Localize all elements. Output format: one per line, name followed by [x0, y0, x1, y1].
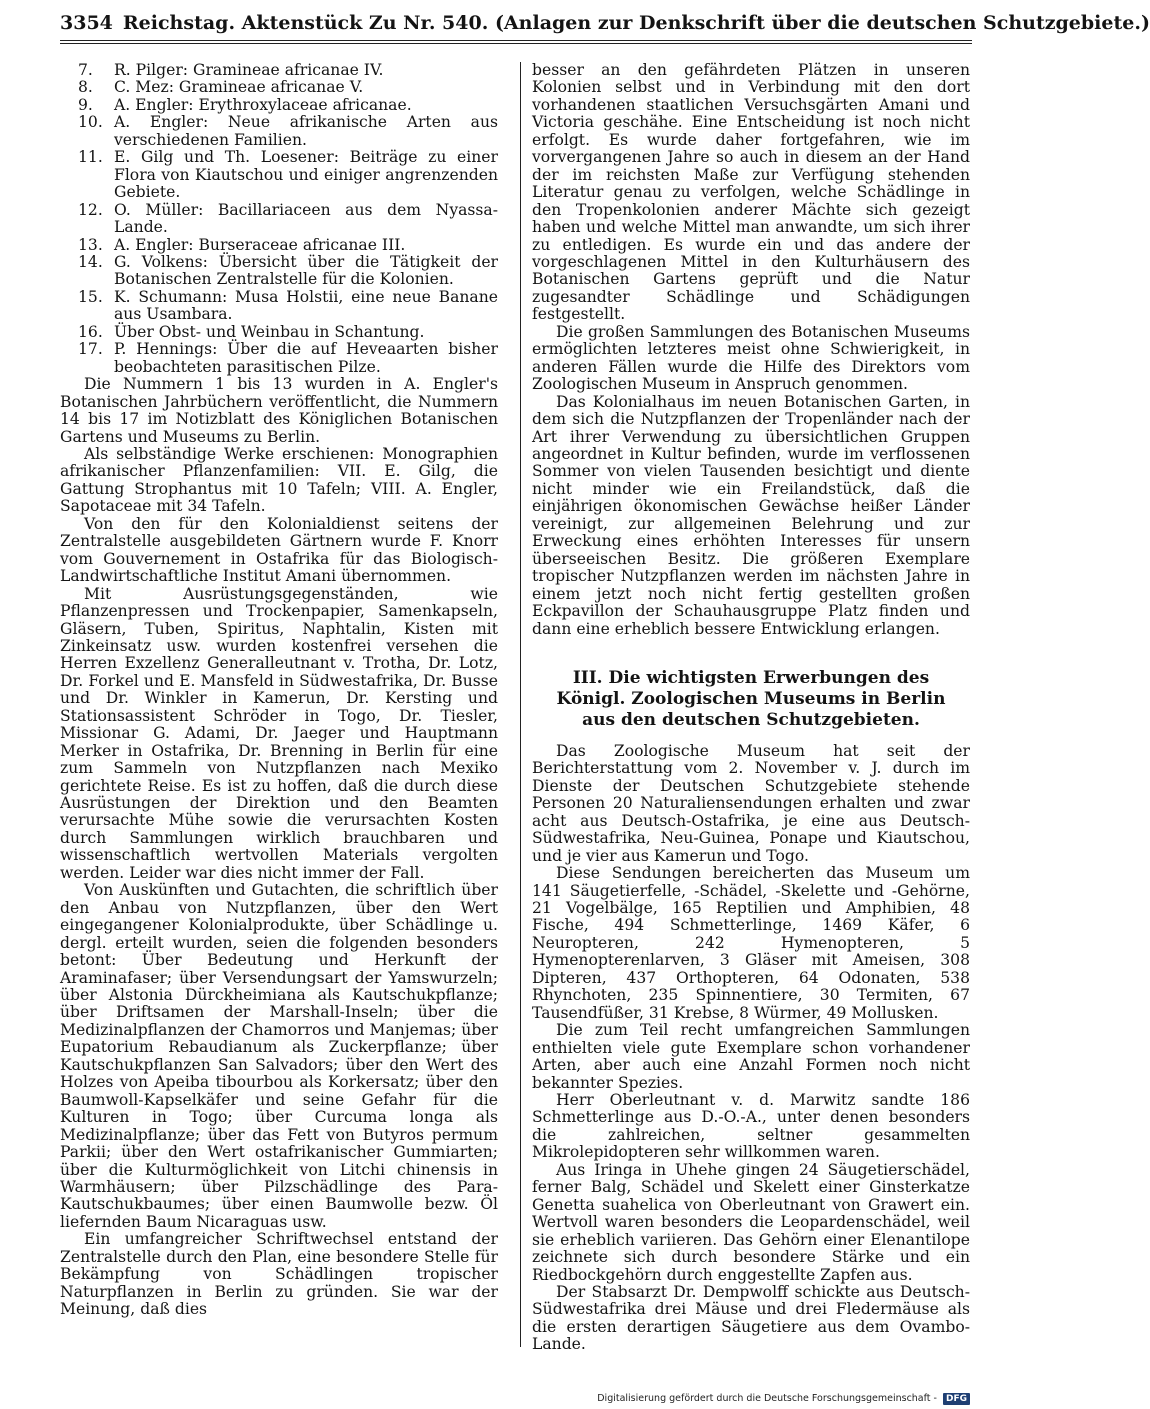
- list-item: [60, 289, 498, 324]
- list-text: E. Gilg und Th. Loesener: Beiträge zu einer Flora von Kiautschou und einiger angrenzenden Gebiete.: [114, 148, 498, 202]
- paragraph: Herr Oberleutnant v. d. Marwitz sandte 186 Schmetterlinge aus D.-O.-A., unter denen besonders die zahlreichen, seltner gesammelten Mikrolepidopteren sehr willkommen waren.: [532, 1091, 970, 1162]
- list-text: O. Müller: Bacillariaceen aus dem Nyassa-Lande.: [114, 200, 498, 237]
- paragraph: Als selbständige Werke erschienen: Monographien afrikanischer Pflanzenfamilien: VII. E. Gilg, die Gattung Strophantus mit 10 Tafeln; VIII. A. Engler, Sapotaceae mit 34 Tafeln.: [60, 444, 498, 516]
- header-rule-2: [60, 43, 972, 44]
- list-text: K. Schumann: Musa Holstii, eine neue Banane aus Usambara.: [114, 287, 498, 324]
- list-number: 7.: [78, 61, 93, 79]
- footer-text: Digitalisierung gefördert durch die Deutsche Forschungsgemeinschaft -: [597, 1393, 937, 1404]
- list-text: A. Engler: Neue afrikanische Arten aus verschiedenen Familien.: [114, 113, 498, 149]
- paragraph: Diese Sendungen bereicherten das Museum um 141 Säugetierfelle, -Schädel, -Skelette und -Gehörne, 21 Vogelbälge, 165 Reptilien und Amphibien, 48 Fische, 494 Schmetterlinge, 1469 Käfer, 6 Neuropteren, 242 Hymenopteren, 5 Hymenopterenlarven, 3 Gläser mit Ameisen, 308 Dipteren, 437 Orthopteren, 64 Odonaten, 538 Rhynchoten, 235 Spinnentiere, 30 Termiten, 67 Tausendfüßer, 31 Krebse, 8 Würmer, 49 Mollusken.: [532, 864, 970, 1022]
- right-column: [532, 62, 970, 1354]
- header-rule: [60, 40, 972, 41]
- list-number: 14.: [78, 252, 103, 271]
- list-item: [60, 97, 498, 114]
- list-item: [60, 324, 498, 341]
- list-item: [60, 202, 498, 237]
- dfg-logo: DFG: [943, 1393, 970, 1405]
- list-text: A. Engler: Erythroxylaceae africanae.: [114, 95, 412, 114]
- list-text: R. Pilger: Gramineae africanae IV.: [114, 61, 384, 79]
- list-text: G. Volkens: Übersicht über die Tätigkeit der Botanischen Zentralstelle für die Kolonien.: [114, 252, 498, 289]
- publication-list: [60, 62, 498, 376]
- digitization-footer: [597, 1392, 970, 1406]
- list-number: 12.: [78, 200, 103, 219]
- column-divider: [520, 62, 521, 1347]
- list-text: P. Hennings: Über die auf Heveaarten bisher beobachteten parasitischen Pilze.: [114, 340, 498, 376]
- list-number: 17.: [78, 340, 103, 359]
- list-item: [60, 149, 498, 201]
- list-item: [60, 114, 498, 149]
- list-number: 8.: [78, 78, 93, 97]
- list-item: [60, 79, 498, 96]
- section-heading: III. Die wichtigsten Erwerbungen des Königl. Zoologischen Museums in Berlin aus den deutschen Schutzgebieten.: [556, 667, 946, 730]
- paragraph: Ein umfangreicher Schriftwechsel entstand der Zentralstelle durch den Plan, eine besondere Stelle für Bekämpfung von Schädlingen tropischer Naturpflanzen in Berlin zu gründen. Sie war der Meinung, daß dies: [60, 1230, 498, 1319]
- list-text: C. Mez: Gramineae africanae V.: [114, 78, 364, 97]
- paragraph: Von Auskünften und Gutachten, die schriftlich über den Anbau von Nutzpflanzen, über den Wert eingegangener Kolonialprodukte, über Schädlinge u. dergl. erteilt wurden, seien die folgenden besonders betont: Über Bedeutung und Herkunft der Araminafaser; über Versendungsart der Yamswurzeln; über Alstonia Dürckheimiana als Kautschukpflanze; über Driftsamen der Marshall-Inseln; über die Medizinalpflanzen der Chamorros und Manjemas; über Eupatorium Rebaudianum als Zuckerpflanze; über Kautschukpflanzen San Salvadors; über den Wert des Holzes von Apeiba tibourbou als Korkersatz; über den Baumwoll-Kapselkäfer und seine Gefahr für die Kulturen in Togo; über Curcuma longa als Medizinalpflanze; über das Fett von Butyros permum Parkii; über den Wert ostafrikanischer Gummiarten; über die Kulturmöglichkeit von Litchi chinensis in Warmhäusern; über Pilzschädlinge des Para-Kautschukbaumes; über einen Baumwolle bezw. Öl liefernden Baum Nicaraguas usw.: [60, 881, 498, 1231]
- paragraph: Die zum Teil recht umfangreichen Sammlungen enthielten viele gute Exemplare schon vorhandener Arten, aber auch eine Anzahl Formen noch nicht bekannter Spezies.: [532, 1021, 970, 1092]
- paragraph: Aus Iringa in Uhehe gingen 24 Säugetierschädel, ferner Balg, Schädel und Skelett einer Ginsterkatze Genetta suahelica von Oberleutnant von Grawert ein. Wertvoll waren besonders die Leopardenschädel, weil sie erheblich variieren. Das Gehörn einer Elenantilope zeichnete sich durch besondere Stärke und ein Riedbockgehörn durch enggestellte Zapfen aus.: [532, 1160, 970, 1284]
- list-number: 10.: [78, 113, 103, 132]
- list-item: [60, 237, 498, 254]
- left-column: [60, 62, 498, 1319]
- list-number: 13.: [78, 235, 103, 254]
- list-number: 9.: [78, 95, 93, 114]
- paragraph: Der Stabsarzt Dr. Dempwolff schickte aus Deutsch-Südwestafrika drei Mäuse und drei Fledermäuse als die ersten derartigen Säugetiere aus dem Ovambo-Lande.: [532, 1283, 970, 1354]
- running-header: [60, 8, 1150, 38]
- list-item: [60, 254, 498, 289]
- list-item: [60, 62, 498, 79]
- paragraph: Das Zoologische Museum hat seit der Berichterstattung vom 2. November v. J. durch im Dienste der Deutschen Schutzgebiete stehende Personen 20 Naturaliensendungen erhalten und zwar acht aus Deutsch-Ostafrika, je eine aus Deutsch-Südwestafrika, Neu-Guinea, Ponape und Kiautschou, und je vier aus Kamerun und Togo.: [532, 741, 970, 865]
- list-number: 16.: [78, 322, 103, 341]
- header-title: Reichstag. Aktenstück Zu Nr. 540. (Anlagen zur Denkschrift über die deutschen Schutzgebiete.): [122, 12, 1150, 34]
- paragraph: Die Nummern 1 bis 13 wurden in A. Engler's Botanischen Jahrbüchern veröffentlicht, die Nummern 14 bis 17 im Notizblatt des Königlichen Botanischen Gartens und Museums zu Berlin.: [60, 375, 498, 446]
- page-number: 3354: [60, 12, 113, 34]
- paragraph: Das Kolonialhaus im neuen Botanischen Garten, in dem sich die Nutzpflanzen der Tropenländer nach der Art ihrer Verwendung zu übersichtlichen Gruppen angeordnet in Kultur befinden, wurde im verflossenen Sommer von vielen Tausenden besichtigt und diente nicht minder wie ein Freilandstück, daß die einjährigen ökonomischen Gewächse heißer Länder vereinigt, zur allgemeinen Belehrung und zur Erweckung eines erhöhten Interesses für unsern überseeischen Besitz. Die größeren Exemplare tropischer Nutzpflanzen werden im nächsten Jahre in einem jetzt noch nicht fertig gestellten großen Eckpavillon der Schauhausgruppe Platz finden und dann eine erheblich bessere Entwicklung erlangen.: [532, 392, 970, 638]
- paragraph: besser an den gefährdeten Plätzen in unseren Kolonien selbst und in Verbindung mit den dort vorhandenen staatlichen Versuchsgärten Amani und Victoria geschähe. Eine Entscheidung ist noch nicht erfolgt. Es wurde daher fortgefahren, wie im vorvergangenen Jahre so auch in diesem an der Hand der im reichsten Maße zur Verfügung stehenden Literatur genau zu verfolgen, welche Schädlinge in den Tropenkolonien anderer Mächte sich gezeigt haben und welche Mittel man anwandte, um sich ihrer zu entledigen. Es wurde ein und das andere der vorgeschlagenen Mittel in den Kulturhäusern des Botanischen Gartens geprüft und die Natur zugesandter Schädlinge und Schädigungen festgestellt.: [532, 61, 970, 324]
- list-number: 15.: [78, 287, 103, 306]
- list-item: [60, 341, 498, 376]
- paragraph: Mit Ausrüstungsgegenständen, wie Pflanzenpressen und Trockenpapier, Samenkapseln, Gläsern, Tuben, Spiritus, Naphtalin, Kisten mit Zinkeinsatz usw. wurden kostenfrei versehen die Herren Exzellenz Generalleutnant v. Trotha, Dr. Lotz, Dr. Forkel und E. Mansfeld in Südwestafrika, Dr. Busse und Dr. Winkler in Kamerun, Dr. Kersting und Stationsassistent Schröder in Togo, Dr. Tiesler, Missionar G. Adami, Dr. Jaeger und Hauptmann Merker in Ostafrika, Dr. Brenning in Berlin für eine zum Sammeln von Nutzpflanzen nach Mexiko gerichtete Reise. Es ist zu hoffen, daß die durch diese Ausrüstungen der Direktion und den Beamten verursachte Mühe sowie die verursachten Kosten durch Sammlungen wirklich brauchbaren und wissenschaftlich wertvollen Materials vergolten werden. Leider war dies nicht immer der Fall.: [60, 584, 498, 882]
- list-number: 11.: [78, 148, 103, 167]
- paragraph: Von den für den Kolonialdienst seitens der Zentralstelle ausgebildeten Gärtnern wurde F. Knorr vom Gouvernement in Ostafrika für das Biologisch-Landwirtschaftliche Institut Amani übernommen.: [60, 514, 498, 586]
- list-text: Über Obst- und Weinbau in Schantung.: [114, 322, 425, 341]
- list-text: A. Engler: Burseraceae africanae III.: [114, 235, 406, 254]
- paragraph: Die großen Sammlungen des Botanischen Museums ermöglichten letzteres meist ohne Schwierigkeit, in anderen Fällen wurde die Hilfe des Direktors vom Zoologischen Museum in Anspruch genommen.: [532, 322, 970, 394]
